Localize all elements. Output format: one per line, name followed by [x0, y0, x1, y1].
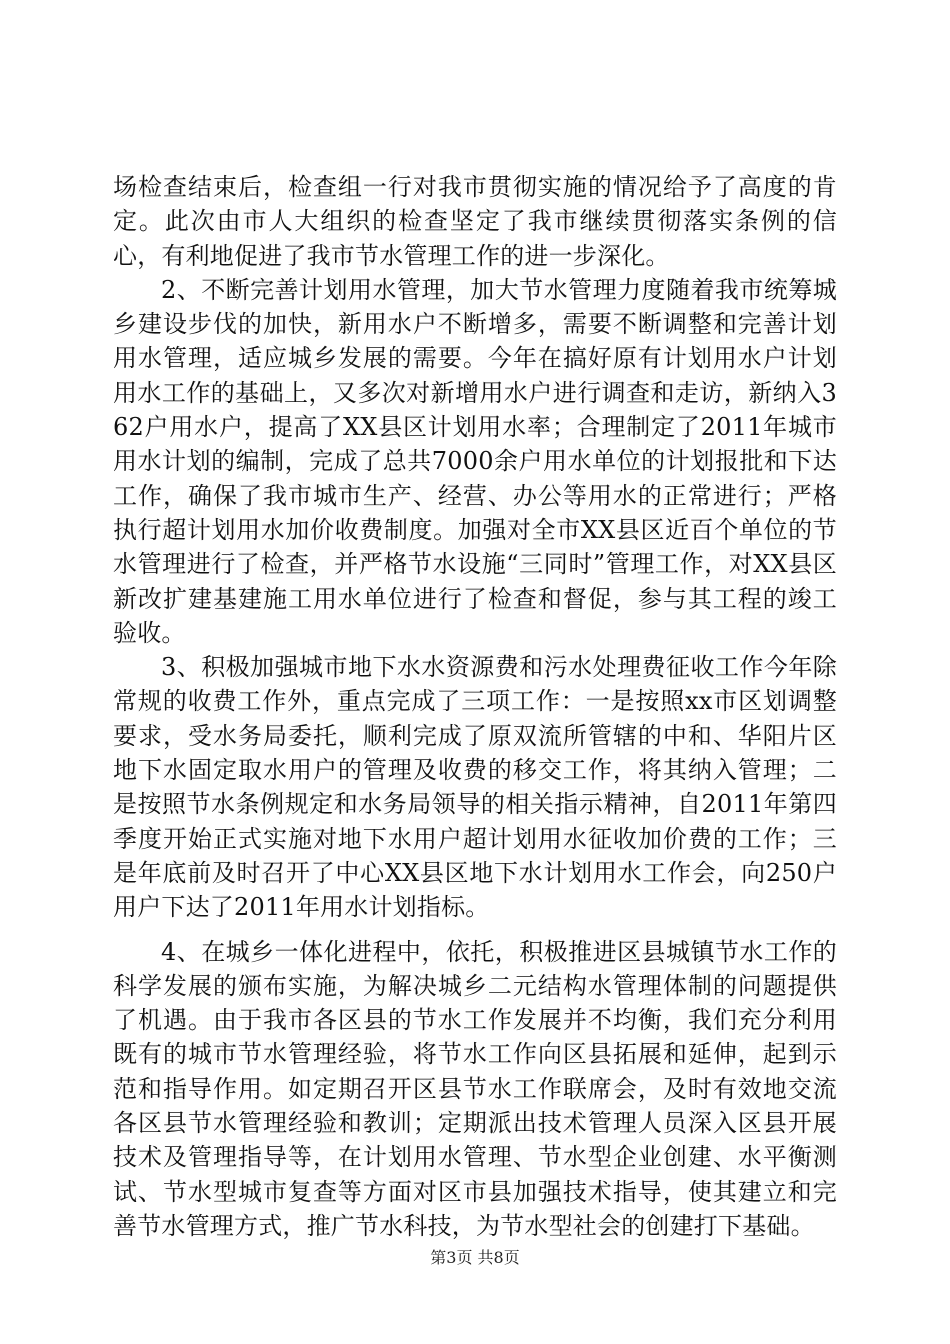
- page-number-footer: 第3页 共8页: [430, 1248, 520, 1267]
- paragraph-item-3: 3、积极加强城市地下水水资源费和污水处理费征收工作今年除常规的收费工作外，重点完成了三项工作：一是按照xx市区划调整要求，受水务局委托，顺利完成了原双流所管辖的中和、华阳片区地下水固定取水用户的管理及收费的移交工作，将其纳入管理；二是按照节水条例规定和水务局领导的相关指示精神，自2011年第四季度开始正式实施对地下水用户超计划用水征收加价费的工作；三是年底前及时召开了中心XX县区地下水计划用水工作会，向250户用户下达了2011年用水计划指标。: [113, 653, 837, 922]
- paragraph-item-2: 2、不断完善计划用水管理，加大节水管理力度随着我市统筹城乡建设步伐的加快，新用水户不断增多，需要不断调整和完善计划用水管理，适应城乡发展的需要。今年在搞好原有计划用水户计划用水工作的基础上，又多次对新增用水户进行调查和走访，新纳入362户用水户，提高了XX县区计划用水率；合理制定了2011年城市用水计划的编制，完成了总共7000余户用水单位的计划报批和下达工作，确保了我市城市生产、经营、办公等用水的正常进行；严格执行超计划用水加价收费制度。加强对全市XX县区近百个单位的节水管理进行了检查，并严格节水设施“三同时”管理工作，对XX县区新改扩建基建施工用水单位进行了检查和督促，参与其工程的竣工验收。: [113, 275, 837, 647]
- paragraph-item-4: 4、在城乡一体化进程中，依托，积极推进区县城镇节水工作的科学发展的颁布实施，为解决城乡二元结构水管理体制的问题提供了机遇。由于我市各区县的节水工作发展并不均衡，我们充分利用既有的城市节水管理经验，将节水工作向区县拓展和延伸，起到示范和指导作用。如定期召开区县节水工作联席会，及时有效地交流各区县节水管理经验和教训；定期派出技术管理人员深入区县开展技术及管理指导等，在计划用水管理、节水型企业创建、水平衡测试、节水型城市复查等方面对区市县加强技术指导，使其建立和完善节水管理方式，推广节水科技，为节水型社会的创建打下基础。: [113, 937, 837, 1240]
- document-body: [113, 170, 837, 1243]
- paragraph-continuation: 场检查结束后，检查组一行对我市贯彻实施的情况给予了高度的肯定。此次由市人大组织的检查坚定了我市继续贯彻落实条例的信心，有利地促进了我市节水管理工作的进一步深化。: [113, 173, 837, 270]
